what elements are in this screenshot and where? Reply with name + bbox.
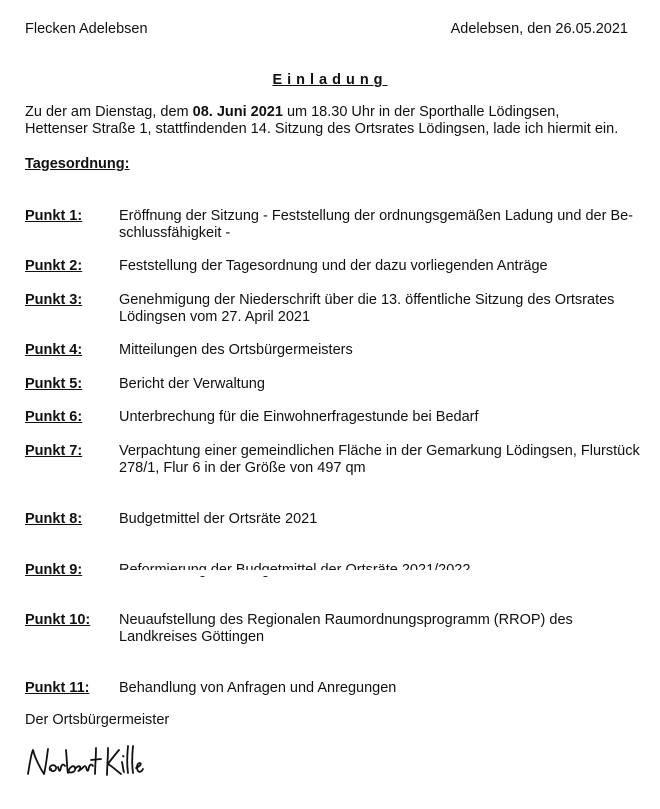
agenda-item-text (119, 680, 649, 697)
agenda-item-line: Neuaufstellung des Regionalen Raumordnungsprogramm (RROP) des (119, 612, 573, 628)
agenda-item-line: Feststellung der Tagesordnung und der dazu vorliegenden Anträge (119, 258, 548, 274)
agenda-item-line: Eröffnung der Sitzung - Feststellung der ordnungsgemäßen Ladung und der Be- (119, 208, 634, 224)
closing-title: Der Ortsbürgermeister (25, 712, 170, 728)
agenda-item-text (119, 342, 649, 359)
agenda-item-text (119, 511, 649, 528)
agenda-item-label: Punkt 2: (25, 258, 83, 274)
agenda-item-text (119, 376, 649, 393)
intro-text-part1: Zu der am Dienstag, dem (25, 104, 193, 120)
agenda-item-line: schlussfähigkeit - (119, 225, 231, 241)
agenda-item-line: Landkreises Göttingen (119, 629, 265, 645)
agenda-item-line: Lödingsen vom 27. April 2021 (119, 309, 311, 325)
intro-paragraph (25, 104, 645, 138)
agenda-item-line: Behandlung von Anfragen und Anregungen (119, 680, 397, 696)
place-date: Adelebsen, den 26.05.2021 (450, 21, 628, 37)
agenda-item-label: Punkt 6: (25, 409, 83, 425)
intro-line2: Hettenser Straße 1, stattfindenden 14. Sitzung des Ortsrates Lödingsen, lade ich hiermit ein. (25, 121, 619, 137)
meeting-date: 08. Juni 2021 (192, 104, 283, 120)
agenda-item-line: Unterbrechung für die Einwohnerfragestunde bei Bedarf (119, 409, 479, 425)
agenda-item-label: Punkt 5: (25, 376, 83, 392)
agenda-item-text (119, 258, 649, 275)
agenda-item-label: Punkt 10: (25, 612, 91, 628)
agenda-item-label: Punkt 4: (25, 342, 83, 358)
intro-text-part2: um 18.30 Uhr in der Sporthalle Lödingsen, (282, 104, 560, 120)
signature (24, 740, 144, 789)
agenda-item-line: Bericht der Verwaltung (119, 376, 265, 392)
scan-clip-artifact (94, 570, 654, 576)
agenda-item-label: Punkt 9: (25, 562, 83, 578)
agenda-item-text (119, 292, 649, 326)
agenda-item-line: Verpachtung einer gemeindlichen Fläche in der Gemarkung Lödingsen, Flurstück (119, 443, 640, 459)
agenda-item-label: Punkt 3: (25, 292, 83, 308)
agenda-item-label: Punkt 11: (25, 680, 90, 696)
document-title: Einladung (272, 72, 388, 88)
agenda-item-text (119, 409, 649, 426)
agenda-item-line: Budgetmittel der Ortsräte 2021 (119, 511, 318, 527)
agenda-item-label: Punkt 7: (25, 443, 83, 459)
sender-name: Flecken Adelebsen (25, 21, 148, 37)
agenda-item-label: Punkt 1: (25, 208, 83, 224)
agenda-item-text (119, 208, 649, 242)
handwritten-signature-icon (24, 740, 144, 784)
agenda-item-line: 278/1, Flur 6 in der Größe von 497 qm (119, 460, 366, 476)
agenda-item-text (119, 443, 649, 477)
agenda-heading: Tagesordnung: (25, 156, 130, 172)
agenda-item-text (119, 612, 649, 646)
agenda-item-line: Mitteilungen des Ortsbürgermeisters (119, 342, 353, 358)
agenda-item-label: Punkt 8: (25, 511, 83, 527)
agenda-item-line: Genehmigung der Niederschrift über die 13. öffentliche Sitzung des Ortsrates (119, 292, 615, 308)
